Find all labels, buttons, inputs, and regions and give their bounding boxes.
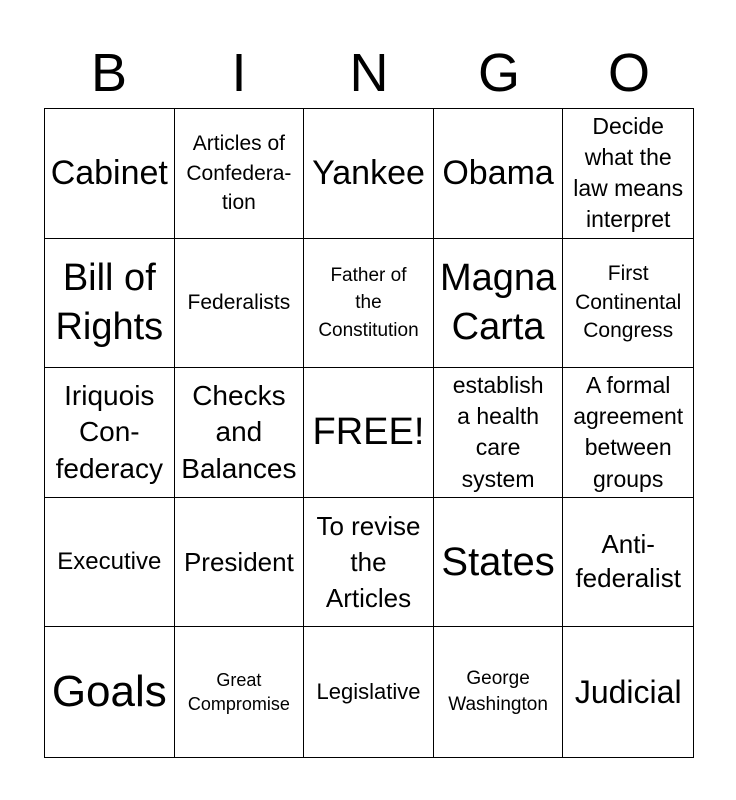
bingo-cell-line: federalist [575,563,681,594]
bingo-cell-line: agreement [573,403,684,430]
header-letter-g: G [477,43,520,103]
bingo-cell[interactable] [434,498,564,628]
bingo-cell-text [575,673,682,711]
bingo-cell-line: what the [584,144,672,171]
bingo-cell-text [188,289,291,316]
bingo-cell-line: establish [452,372,544,399]
bingo-cell[interactable] [304,627,434,757]
bingo-cell[interactable] [175,627,305,757]
bingo-cell-text [453,370,544,494]
bingo-cell-line: Cabinet [50,153,168,192]
bingo-cell-text [575,528,681,596]
bingo-cell-line: interpret [586,206,671,233]
bingo-cell-line: Congress [583,319,674,343]
bingo-cell-line: between [584,434,672,461]
bingo-cell-text [573,111,683,235]
bingo-board [44,108,694,758]
bingo-cell[interactable] [45,239,175,369]
bingo-cell[interactable] [45,109,175,239]
bingo-cell[interactable] [175,498,305,628]
bingo-cell-text [318,262,418,345]
bingo-cell-text [56,378,163,487]
bingo-cell-line: Yankee [312,153,425,192]
bingo-cell-line: Judicial [574,674,682,710]
bingo-cell-line: law means [573,175,684,202]
bingo-cell[interactable] [304,368,434,498]
bingo-cell-line: Iriquois [64,379,155,411]
bingo-cell-text [313,410,425,456]
bingo-cell[interactable] [45,498,175,628]
bingo-cell-line: Continental [575,290,682,314]
bingo-cell-line: Bill of [62,256,156,299]
bingo-cell-line: Balances [181,452,297,484]
bingo-cell-line: Obama [442,153,554,192]
bingo-cell-line: Checks [192,379,286,411]
bingo-cell-line: Articles [325,583,412,614]
bingo-cell[interactable] [45,368,175,498]
bingo-cell-line: Federalists [187,291,291,315]
bingo-cell-text [181,378,296,487]
bingo-cell-text [57,548,161,577]
bingo-cell[interactable] [563,109,693,239]
bingo-cell-line: Articles of [192,132,285,156]
bingo-cell-line: and [215,416,263,448]
bingo-cell-line: Rights [55,305,164,348]
bingo-cell-text [184,547,294,578]
bingo-cell-line: President [183,546,294,577]
bingo-cell[interactable] [563,368,693,498]
bingo-cell-text [317,679,421,705]
bingo-cell-line: care [475,434,521,461]
bingo-cell[interactable] [434,109,564,239]
bingo-cell-text [575,260,681,345]
bingo-cell-line: Confedera- [186,161,292,185]
bingo-cell-text [312,153,425,194]
bingo-cell[interactable] [45,627,175,757]
header-letter-i: I [231,43,247,103]
bingo-cell-text [442,153,554,194]
bingo-cell-line: To revise [316,510,421,541]
bingo-cell-line: the [350,546,387,577]
bingo-cell-line: First [607,262,649,286]
bingo-cell[interactable] [434,239,564,369]
bingo-cell-line: Goals [51,666,167,716]
bingo-cell-line: a health [457,403,540,430]
bingo-cell-line: Father of [330,264,407,286]
bingo-cell-line: Great [216,669,262,690]
bingo-cell-text [55,254,163,353]
bingo-cell-line: system [461,465,535,492]
bingo-cell[interactable] [304,239,434,369]
bingo-header [44,38,694,108]
bingo-cell-text [448,666,548,719]
bingo-cell-line: Con- [78,416,140,448]
bingo-cell-text [573,370,683,494]
bingo-cell-line: tion [221,190,256,214]
bingo-cell-line: Carta [451,305,545,348]
header-letter-b: B [90,43,128,103]
bingo-cell-text [441,538,554,586]
bingo-cell[interactable] [434,368,564,498]
bingo-cell[interactable] [434,627,564,757]
bingo-cell[interactable] [304,498,434,628]
bingo-cell[interactable] [175,239,305,369]
bingo-cell[interactable] [175,109,305,239]
bingo-cell-text [52,666,167,719]
header-letter-o: O [607,43,650,103]
bingo-cell-line: Compromise [187,694,290,715]
bingo-cell-line: federacy [55,452,163,484]
bingo-cell-line: Legislative [316,679,421,704]
bingo-cell-line: A formal [586,372,671,399]
bingo-cell-line: the [355,292,382,314]
bingo-cell-line: Constitution [318,319,419,341]
header-letter-n: N [349,43,389,103]
bingo-cell-line: Washington [448,694,548,716]
bingo-cell-text [51,153,168,194]
bingo-cell[interactable] [563,498,693,628]
bingo-cell-text [316,508,420,617]
bingo-cell-line: Decide [592,113,664,140]
bingo-cell-line: States [441,540,555,585]
bingo-cell[interactable] [175,368,305,498]
bingo-cell-text [186,129,291,217]
bingo-cell-line: Anti- [601,529,655,560]
bingo-cell-line: Executive [57,547,162,575]
bingo-cell-line: FREE! [312,410,425,453]
bingo-cell-line: groups [593,465,664,492]
bingo-cell[interactable] [563,239,693,369]
bingo-cell-line: Magna [439,256,557,299]
bingo-cell-text [188,668,290,717]
bingo-cell[interactable] [304,109,434,239]
bingo-cell-line: George [466,667,530,689]
bingo-cell-text [440,254,556,353]
bingo-cell[interactable] [563,627,693,757]
